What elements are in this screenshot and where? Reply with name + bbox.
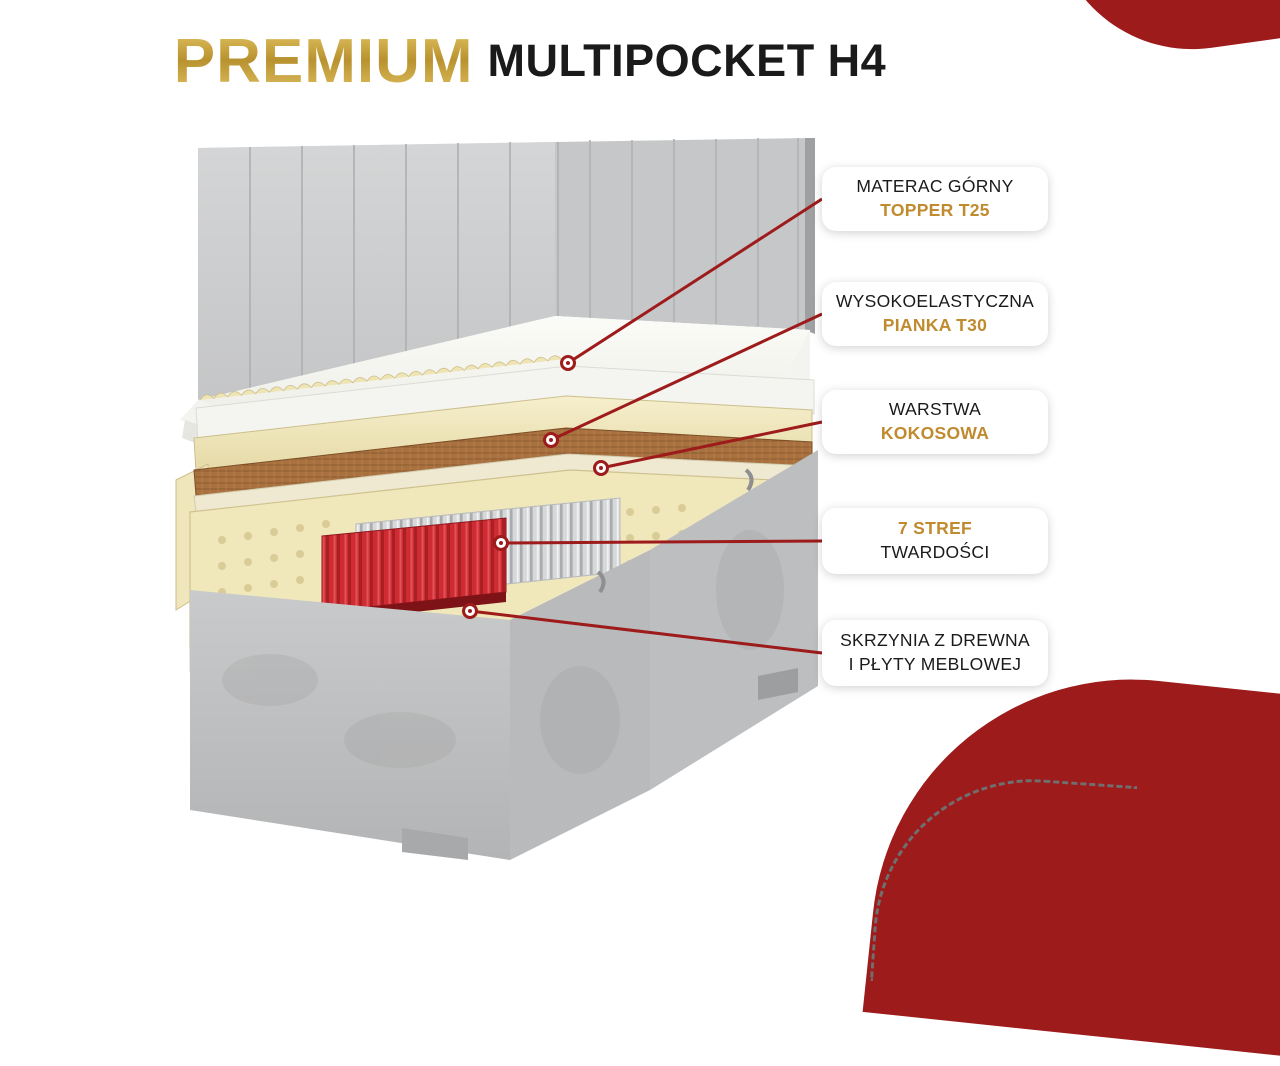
callout-topper-line1: MATERAC GÓRNY (856, 176, 1014, 197)
box-marker-dot (462, 603, 478, 619)
callout-box-line1: SKRZYNIA Z DREWNA (840, 630, 1030, 651)
topper-marker-dot (560, 355, 576, 371)
callout-coconut-line1: WARSTWA (888, 399, 982, 420)
zones-marker-dot (493, 535, 509, 551)
callout-topper (822, 167, 1048, 231)
callout-zones-line2: TWARDOŚCI (880, 542, 990, 562)
callout-zones (822, 508, 1048, 574)
callout-foam-line1: WYSOKOELASTYCZNA (835, 291, 1035, 312)
title-subtitle: MULTIPOCKET H4 (487, 35, 887, 86)
callout-box (822, 620, 1048, 686)
callout-coconut (822, 390, 1048, 454)
red-corner-top-right (1049, 0, 1280, 67)
callout-zones-line1: 7 STREF (897, 518, 973, 539)
callout-box-line2: I PŁYTY MEBLOWEJ (848, 654, 1022, 674)
callout-foam-line2: PIANKA T30 (882, 315, 988, 335)
coconut-marker-dot (593, 460, 609, 476)
foam-marker-dot (543, 432, 559, 448)
title-premium: PREMIUM (173, 27, 474, 96)
page-title (0, 26, 1060, 97)
callout-topper-line2: TOPPER T25 (880, 200, 990, 220)
bed-illustration (150, 120, 850, 860)
callout-foam (822, 282, 1048, 346)
callout-coconut-line2: KOKOSOWA (880, 423, 990, 443)
